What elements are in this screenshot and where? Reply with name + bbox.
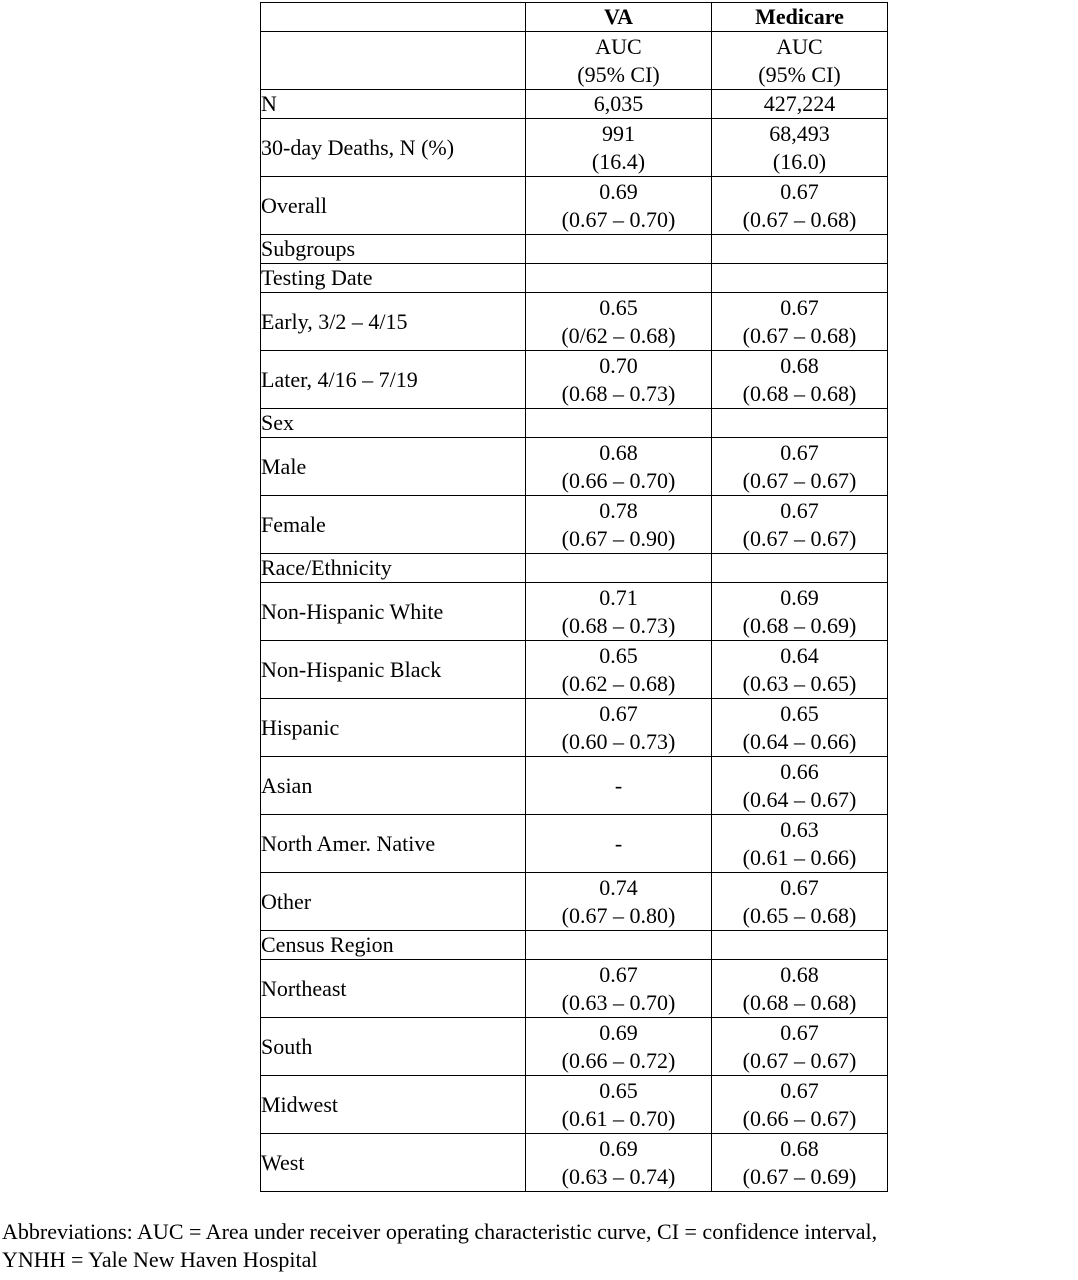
auc-table [260,2,888,1192]
medicare-ci: (0.67 – 0.68) [742,206,857,232]
section-label: Testing Date [261,264,526,293]
subheader-medicare-metric: AUC [776,33,823,59]
row-midwest [261,1076,888,1134]
va-value [526,699,712,757]
medicare-value [712,119,888,177]
header-medicare: Medicare [712,3,888,32]
medicare-count: 68,493 [769,120,830,146]
medicare-value [712,815,888,873]
medicare-value [712,1076,888,1134]
medicare-auc: 0.67 [780,874,819,900]
row-overall [261,177,888,235]
medicare-value: 427,224 [712,90,888,119]
medicare-auc: 0.67 [780,1077,819,1103]
va-ci: (0.66 – 0.70) [561,467,676,493]
row-nh-black [261,641,888,699]
row-label: Female [261,496,526,554]
medicare-ci: (0.68 – 0.69) [742,612,857,638]
row-female [261,496,888,554]
medicare-value [712,873,888,931]
medicare-auc: 0.66 [780,758,819,784]
va-value [526,641,712,699]
row-label: West [261,1134,526,1192]
medicare-percent: (16.0) [772,148,827,174]
row-label: Hispanic [261,699,526,757]
row-n [261,90,888,119]
row-label: Northeast [261,960,526,1018]
empty-cell [526,931,712,960]
header-va: VA [526,3,712,32]
row-south [261,1018,888,1076]
subheader-va [526,32,712,90]
va-value [526,438,712,496]
medicare-value [712,438,888,496]
subheader-row [261,32,888,90]
medicare-ci: (0.66 – 0.67) [742,1105,857,1131]
subheader-medicare-ci: (95% CI) [758,61,841,87]
medicare-auc: 0.67 [780,178,819,204]
va-ci: (0.67 – 0.80) [561,902,676,928]
medicare-ci: (0.67 – 0.69) [742,1163,857,1189]
row-other [261,873,888,931]
va-auc: 0.71 [599,584,638,610]
va-auc: 0.65 [599,1077,638,1103]
row-subgroups [261,235,888,264]
va-ci: (0.61 – 0.70) [561,1105,676,1131]
va-value [526,1018,712,1076]
medicare-ci: (0.65 – 0.68) [742,902,857,928]
va-ci: (0.62 – 0.68) [561,670,676,696]
medicare-value [712,351,888,409]
row-sex [261,409,888,438]
row-native [261,815,888,873]
va-value [526,177,712,235]
row-label: Midwest [261,1076,526,1134]
row-early [261,293,888,351]
medicare-value [712,583,888,641]
va-value [526,873,712,931]
subheader-va-metric: AUC [595,33,642,59]
subheader-va-ci: (95% CI) [577,61,660,87]
medicare-ci: (0.64 – 0.66) [742,728,857,754]
row-male [261,438,888,496]
medicare-auc: 0.67 [780,1019,819,1045]
header-row [261,3,888,32]
va-value [526,496,712,554]
medicare-value [712,496,888,554]
va-count: 991 [602,120,635,146]
row-asian [261,757,888,815]
empty-cell [526,235,712,264]
abbreviations-footnote [2,1218,877,1274]
va-ci: (0.68 – 0.73) [561,612,676,638]
medicare-ci: (0.67 – 0.67) [742,467,857,493]
row-label: Non-Hispanic White [261,583,526,641]
medicare-ci: (0.67 – 0.68) [742,322,857,348]
medicare-auc: 0.67 [780,439,819,465]
va-auc: 0.67 [599,700,638,726]
row-label: N [261,90,526,119]
va-value [526,293,712,351]
row-race [261,554,888,583]
va-ci: (0.60 – 0.73) [561,728,676,754]
empty-cell [712,554,888,583]
row-label: Non-Hispanic Black [261,641,526,699]
footnote-line-2: YNHH = Yale New Haven Hospital [2,1247,318,1272]
section-label: Sex [261,409,526,438]
medicare-auc: 0.67 [780,294,819,320]
medicare-ci: (0.68 – 0.68) [742,380,857,406]
row-label: North Amer. Native [261,815,526,873]
va-auc: 0.65 [599,294,638,320]
medicare-value [712,757,888,815]
va-value [526,960,712,1018]
row-label: 30-day Deaths, N (%) [261,119,526,177]
row-label: Male [261,438,526,496]
va-auc: 0.69 [599,178,638,204]
medicare-auc: 0.69 [780,584,819,610]
va-value [526,1134,712,1192]
row-census [261,931,888,960]
medicare-value [712,960,888,1018]
va-ci: (0.67 – 0.70) [561,206,676,232]
va-auc: 0.67 [599,961,638,987]
empty-cell [712,235,888,264]
row-hispanic [261,699,888,757]
row-testing-date [261,264,888,293]
medicare-ci: (0.64 – 0.67) [742,786,857,812]
medicare-value [712,1134,888,1192]
medicare-value [712,699,888,757]
va-auc: 0.74 [599,874,638,900]
va-value [526,1076,712,1134]
medicare-value [712,177,888,235]
empty-cell [712,931,888,960]
footnote-line-1: Abbreviations: AUC = Area under receiver operating characteristic curve, CI = confidence interval, [2,1219,878,1244]
medicare-auc: 0.68 [780,1135,819,1161]
medicare-auc: 0.68 [780,352,819,378]
medicare-ci: (0.63 – 0.65) [742,670,857,696]
medicare-auc: 0.63 [780,816,819,842]
va-auc: 0.68 [599,439,638,465]
empty-cell [526,264,712,293]
subheader-empty-cell [261,32,526,90]
row-west [261,1134,888,1192]
medicare-ci: (0.67 – 0.67) [742,1047,857,1073]
empty-cell [526,409,712,438]
header-empty-cell [261,3,526,32]
va-ci: (0/62 – 0.68) [561,322,676,348]
row-deaths [261,119,888,177]
va-value: 6,035 [526,90,712,119]
medicare-auc: 0.64 [780,642,819,668]
empty-cell [712,409,888,438]
medicare-auc: 0.67 [780,497,819,523]
va-value [526,351,712,409]
va-value [526,119,712,177]
va-value: - [526,815,712,873]
va-percent: (16.4) [591,148,646,174]
va-auc: 0.70 [599,352,638,378]
medicare-value [712,1018,888,1076]
va-ci: (0.63 – 0.70) [561,989,676,1015]
va-auc: 0.78 [599,497,638,523]
empty-cell [526,554,712,583]
medicare-auc: 0.68 [780,961,819,987]
empty-cell [712,264,888,293]
va-value [526,583,712,641]
row-label: Early, 3/2 – 4/15 [261,293,526,351]
va-ci: (0.67 – 0.90) [561,525,676,551]
medicare-ci: (0.61 – 0.66) [742,844,857,870]
va-ci: (0.68 – 0.73) [561,380,676,406]
medicare-auc: 0.65 [780,700,819,726]
row-label: South [261,1018,526,1076]
va-ci: (0.66 – 0.72) [561,1047,676,1073]
row-label: Later, 4/16 – 7/19 [261,351,526,409]
row-northeast [261,960,888,1018]
section-label: Census Region [261,931,526,960]
va-auc: 0.69 [599,1135,638,1161]
medicare-ci: (0.68 – 0.68) [742,989,857,1015]
va-auc: 0.69 [599,1019,638,1045]
medicare-ci: (0.67 – 0.67) [742,525,857,551]
subheader-medicare [712,32,888,90]
medicare-value [712,293,888,351]
row-nh-white [261,583,888,641]
row-label: Overall [261,177,526,235]
va-value: - [526,757,712,815]
row-later [261,351,888,409]
row-label: Other [261,873,526,931]
medicare-value [712,641,888,699]
section-label: Subgroups [261,235,526,264]
row-label: Asian [261,757,526,815]
va-auc: 0.65 [599,642,638,668]
va-ci: (0.63 – 0.74) [561,1163,676,1189]
section-label: Race/Ethnicity [261,554,526,583]
